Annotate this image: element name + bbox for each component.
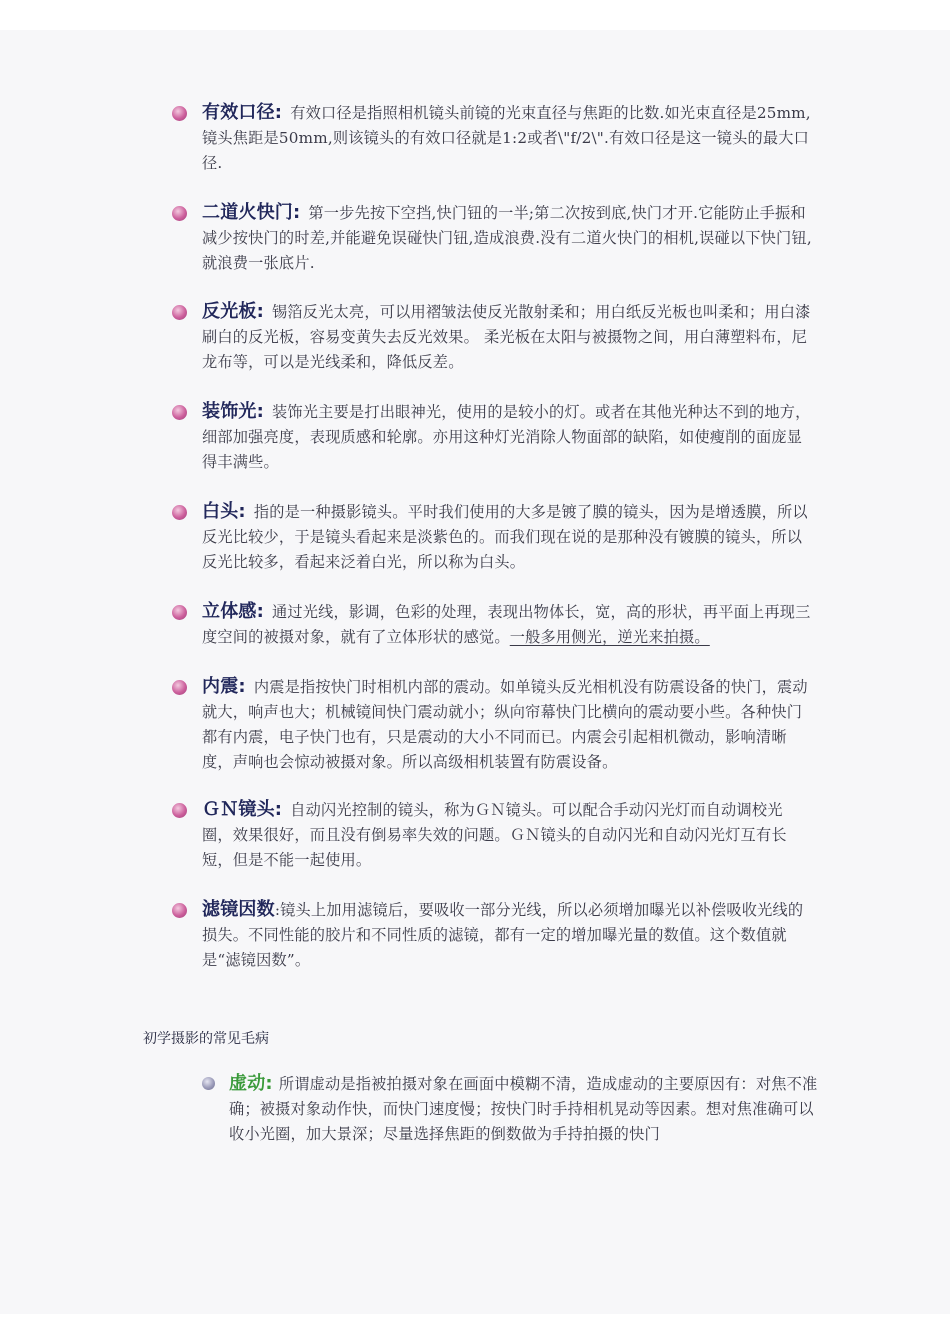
entry-term: 有效口径: [202, 102, 283, 123]
bullet-icon [172, 903, 187, 918]
entry-body: 有效口径是指照相机镜头前镜的光束直径与焦距的比数.如光束直径是25mm,镜头焦距是50mm,则该镜头的有效口径就是1:2或者\"f/2\".有效口径是这一镜头的最大口径. [202, 104, 811, 172]
entry-term: ＧＮ镜头: [202, 799, 283, 820]
entry-body: 通过光线，影调，色彩的处理，表现出物体长，宽，高的形状，再平面上再现三度空间的被摄对象，就有了立体形状的感觉。 [202, 603, 811, 646]
entry-body: 锡箔反光太亮，可以用褶皱法使反光散射柔和；用白纸反光板也叫柔和；用白漆刷白的反光板，容易变黄失去反光效果。 柔光板在太阳与被摄物之间，用白薄塑料布，尼龙布等，可以是光线柔和，降低反差。 [202, 303, 811, 371]
bullet-icon [172, 405, 187, 420]
entry-body: 内震是指按快门时相机内部的震动。如单镜头反光相机没有防震设备的快门，震动就大，响声也大；机械镜间快门震动就小；纵向帘幕快门比横向的震动要小些。各种快门都有内震，电子快门也有，只是震动的大小不同而已。内震会引起相机微动，影响清晰度，声响也会惊动被摄对象。所以高级相机装置有防震设备。 [202, 678, 808, 771]
entry-term: 滤镜因数 [202, 899, 275, 920]
bullet-icon [172, 106, 187, 121]
entry-reflector [172, 299, 812, 375]
bottom-margin [0, 1314, 950, 1344]
bullet-icon [172, 803, 187, 818]
entry-white-lens [172, 499, 812, 575]
entry-term: 装饰光: [202, 401, 264, 422]
top-margin [0, 0, 950, 30]
bullet-icon [172, 305, 187, 320]
entry-filter-factor [172, 897, 812, 973]
bullet-icon [172, 206, 187, 221]
entry-internal-vibration [172, 674, 812, 775]
entry-term: 白头: [202, 501, 246, 522]
entry-term: 立体感: [202, 601, 264, 622]
entry-term: 反光板: [202, 301, 264, 322]
entry-body: 指的是一种摄影镜头。平时我们使用的大多是镀了膜的镜头，因为是增透膜，所以反光比较少，于是镜头看起来是淡紫色的。而我们现在说的是那种没有镀膜的镜头，所以反光比较多，看起来泛着白光，所以称为白头。 [202, 503, 808, 571]
entry-effective-aperture [172, 100, 812, 176]
entry-body: :镜头上加用滤镜后，要吸收一部分光线，所以必须增加曝光以补偿吸收光线的损失。不同性能的胶片和不同性质的滤镜，都有一定的增加曝光量的数值。这个数值就是“滤镜因数”。 [202, 901, 804, 969]
section-heading: 初学摄影的常见毛病 [143, 1031, 269, 1047]
entry-term: 二道火快门: [202, 202, 301, 223]
entry-body: 装饰光主要是打出眼神光，使用的是较小的灯。或者在其他光种达不到的地方，细部加强亮度，表现质感和轮廓。亦用这种灯光消除人物面部的缺陷，如使瘦削的面庞显得丰满些。 [202, 403, 811, 471]
bullet-icon [172, 505, 187, 520]
bullet-icon [172, 605, 187, 620]
entry-body: 所谓虚动是指被拍摄对象在画面中模糊不清，造成虚动的主要原因有：对焦不准确；被摄对象动作快，而快门速度慢；按快门时手持相机晃动等因素。想对焦准确可以收小光圈，加大景深；尽量选择焦距的倒数做为手持拍摄的快门 [229, 1075, 818, 1143]
bullet-icon [172, 680, 187, 695]
entry-term: 内震: [202, 676, 246, 697]
entry-two-stage-shutter [172, 200, 812, 276]
entry-accent-light [172, 399, 812, 475]
entry-term: 虚动: [229, 1073, 273, 1094]
entry-blur [202, 1071, 822, 1147]
bullet-icon [202, 1077, 215, 1090]
entry-body: 第一步先按下空挡,快门钮的一半;第二次按到底,快门才开.它能防止手振和减少按快门的时差,并能避免误碰快门钮,造成浪费.没有二道火快门的相机,误碰以下快门钮,就浪费一张底片. [202, 204, 812, 272]
entry-gn-lens [172, 797, 812, 873]
entry-three-dimensionality [172, 599, 812, 650]
entry-body: 自动闪光控制的镜头，称为ＧＮ镜头。可以配合手动闪光灯而自动调校光圈，效果很好，而且没有倒易率失效的问题。ＧＮ镜头的自动闪光和自动闪光灯互有长短，但是不能一起使用。 [202, 801, 787, 869]
entry-body-underlined: 一般多用侧光，逆光来拍摄。 [509, 628, 710, 646]
